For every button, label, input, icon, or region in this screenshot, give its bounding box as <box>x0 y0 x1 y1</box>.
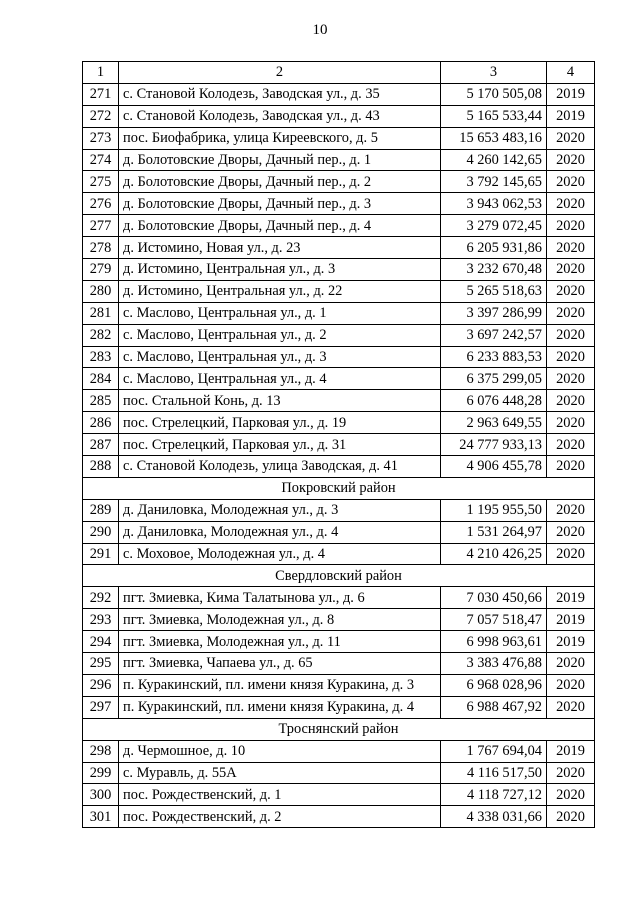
address-cell: д. Даниловка, Молодежная ул., д. 3 <box>119 499 441 521</box>
row-number: 300 <box>83 784 119 806</box>
row-number: 295 <box>83 653 119 675</box>
year-cell: 2020 <box>547 302 595 324</box>
address-cell: д. Болотовские Дворы, Дачный пер., д. 4 <box>119 215 441 237</box>
row-number: 293 <box>83 609 119 631</box>
amount-cell: 4 116 517,50 <box>441 762 547 784</box>
amount-cell: 6 375 299,05 <box>441 368 547 390</box>
amount-cell: 3 279 072,45 <box>441 215 547 237</box>
table-row <box>83 587 595 609</box>
amount-cell: 6 988 467,92 <box>441 696 547 718</box>
table-row <box>83 215 595 237</box>
row-number: 282 <box>83 324 119 346</box>
table-row <box>83 259 595 281</box>
year-cell: 2020 <box>547 696 595 718</box>
year-cell: 2019 <box>547 83 595 105</box>
table-row <box>83 280 595 302</box>
table-row <box>83 434 595 456</box>
section-title: Троснянский район <box>83 718 595 740</box>
amount-cell: 5 165 533,44 <box>441 105 547 127</box>
address-cell: д. Чермошное, д. 10 <box>119 740 441 762</box>
row-number: 286 <box>83 412 119 434</box>
row-number: 272 <box>83 105 119 127</box>
year-cell: 2020 <box>547 543 595 565</box>
year-cell: 2020 <box>547 762 595 784</box>
address-cell: с. Становой Колодезь, Заводская ул., д. 43 <box>119 105 441 127</box>
amount-cell: 15 653 483,16 <box>441 127 547 149</box>
table-row <box>83 762 595 784</box>
table-row <box>83 324 595 346</box>
year-cell: 2020 <box>547 806 595 828</box>
page-number: 10 <box>312 22 328 38</box>
address-cell: с. Маслово, Центральная ул., д. 2 <box>119 324 441 346</box>
row-number: 299 <box>83 762 119 784</box>
amount-cell: 4 906 455,78 <box>441 456 547 478</box>
row-number: 301 <box>83 806 119 828</box>
table-row <box>83 368 595 390</box>
row-number: 296 <box>83 674 119 696</box>
amount-cell: 7 030 450,66 <box>441 587 547 609</box>
table-row <box>83 543 595 565</box>
table-row <box>83 784 595 806</box>
amount-cell: 6 998 963,61 <box>441 631 547 653</box>
row-number: 277 <box>83 215 119 237</box>
amount-cell: 3 232 670,48 <box>441 259 547 281</box>
amount-cell: 3 697 242,57 <box>441 324 547 346</box>
row-number: 288 <box>83 456 119 478</box>
table-row <box>83 456 595 478</box>
row-number: 280 <box>83 280 119 302</box>
amount-cell: 5 170 505,08 <box>441 83 547 105</box>
year-cell: 2019 <box>547 587 595 609</box>
address-cell: д. Истомино, Новая ул., д. 23 <box>119 237 441 259</box>
table-row <box>83 171 595 193</box>
year-cell: 2019 <box>547 609 595 631</box>
row-number: 287 <box>83 434 119 456</box>
amount-cell: 4 210 426,25 <box>441 543 547 565</box>
address-cell: д. Истомино, Центральная ул., д. 3 <box>119 259 441 281</box>
amount-cell: 1 531 264,97 <box>441 521 547 543</box>
year-cell: 2020 <box>547 193 595 215</box>
amount-cell: 2 963 649,55 <box>441 412 547 434</box>
year-cell: 2020 <box>547 346 595 368</box>
address-cell: пос. Рождественский, д. 2 <box>119 806 441 828</box>
table-row <box>83 127 595 149</box>
address-cell: пос. Рождественский, д. 1 <box>119 784 441 806</box>
address-cell: пос. Стальной Конь, д. 13 <box>119 390 441 412</box>
table-body <box>83 83 595 827</box>
amount-cell: 4 338 031,66 <box>441 806 547 828</box>
year-cell: 2020 <box>547 499 595 521</box>
address-cell: с. Становой Колодезь, Заводская ул., д. 35 <box>119 83 441 105</box>
year-cell: 2020 <box>547 368 595 390</box>
row-number: 298 <box>83 740 119 762</box>
header-col-4: 4 <box>547 62 595 84</box>
year-cell: 2020 <box>547 456 595 478</box>
year-cell: 2020 <box>547 127 595 149</box>
header-row <box>83 62 595 84</box>
year-cell: 2019 <box>547 631 595 653</box>
table-row <box>83 499 595 521</box>
year-cell: 2020 <box>547 215 595 237</box>
amount-cell: 3 943 062,53 <box>441 193 547 215</box>
address-cell: с. Маслово, Центральная ул., д. 1 <box>119 302 441 324</box>
table-row <box>83 83 595 105</box>
address-cell: п. Куракинский, пл. имени князя Куракина, д. 3 <box>119 674 441 696</box>
data-table <box>82 61 595 828</box>
address-cell: с. Маслово, Центральная ул., д. 4 <box>119 368 441 390</box>
section-row <box>83 477 595 499</box>
amount-cell: 24 777 933,13 <box>441 434 547 456</box>
address-cell: д. Болотовские Дворы, Дачный пер., д. 3 <box>119 193 441 215</box>
address-cell: пгт. Змиевка, Молодежная ул., д. 11 <box>119 631 441 653</box>
row-number: 273 <box>83 127 119 149</box>
address-cell: п. Куракинский, пл. имени князя Куракина, д. 4 <box>119 696 441 718</box>
amount-cell: 6 076 448,28 <box>441 390 547 412</box>
address-cell: пгт. Змиевка, Чапаева ул., д. 65 <box>119 653 441 675</box>
table-row <box>83 105 595 127</box>
table-row <box>83 302 595 324</box>
row-number: 276 <box>83 193 119 215</box>
table-row <box>83 390 595 412</box>
year-cell: 2020 <box>547 653 595 675</box>
section-title: Свердловский район <box>83 565 595 587</box>
year-cell: 2020 <box>547 280 595 302</box>
amount-cell: 1 195 955,50 <box>441 499 547 521</box>
row-number: 284 <box>83 368 119 390</box>
year-cell: 2019 <box>547 105 595 127</box>
address-cell: д. Даниловка, Молодежная ул., д. 4 <box>119 521 441 543</box>
address-cell: пгт. Змиевка, Кима Талатынова ул., д. 6 <box>119 587 441 609</box>
year-cell: 2020 <box>547 390 595 412</box>
row-number: 292 <box>83 587 119 609</box>
row-number: 281 <box>83 302 119 324</box>
year-cell: 2020 <box>547 784 595 806</box>
table-row <box>83 631 595 653</box>
amount-cell: 1 767 694,04 <box>441 740 547 762</box>
address-cell: д. Болотовские Дворы, Дачный пер., д. 1 <box>119 149 441 171</box>
header-col-2: 2 <box>119 62 441 84</box>
amount-cell: 3 397 286,99 <box>441 302 547 324</box>
address-cell: пгт. Змиевка, Молодежная ул., д. 8 <box>119 609 441 631</box>
row-number: 278 <box>83 237 119 259</box>
amount-cell: 4 260 142,65 <box>441 149 547 171</box>
amount-cell: 4 118 727,12 <box>441 784 547 806</box>
table-row <box>83 521 595 543</box>
section-row <box>83 718 595 740</box>
amount-cell: 7 057 518,47 <box>441 609 547 631</box>
row-number: 294 <box>83 631 119 653</box>
table-row <box>83 609 595 631</box>
table-row <box>83 193 595 215</box>
address-cell: с. Маслово, Центральная ул., д. 3 <box>119 346 441 368</box>
section-title: Покровский район <box>83 477 595 499</box>
year-cell: 2020 <box>547 324 595 346</box>
row-number: 290 <box>83 521 119 543</box>
table-row <box>83 740 595 762</box>
header-col-3: 3 <box>441 62 547 84</box>
row-number: 275 <box>83 171 119 193</box>
table-row <box>83 149 595 171</box>
year-cell: 2020 <box>547 171 595 193</box>
year-cell: 2020 <box>547 434 595 456</box>
address-cell: д. Болотовские Дворы, Дачный пер., д. 2 <box>119 171 441 193</box>
table-row <box>83 412 595 434</box>
amount-cell: 3 792 145,65 <box>441 171 547 193</box>
amount-cell: 6 233 883,53 <box>441 346 547 368</box>
address-cell: с. Становой Колодезь, улица Заводская, д. 41 <box>119 456 441 478</box>
header-col-1: 1 <box>83 62 119 84</box>
year-cell: 2020 <box>547 237 595 259</box>
section-row <box>83 565 595 587</box>
year-cell: 2019 <box>547 740 595 762</box>
address-cell: пос. Биофабрика, улица Киреевского, д. 5 <box>119 127 441 149</box>
address-cell: д. Истомино, Центральная ул., д. 22 <box>119 280 441 302</box>
year-cell: 2020 <box>547 521 595 543</box>
amount-cell: 6 205 931,86 <box>441 237 547 259</box>
year-cell: 2020 <box>547 674 595 696</box>
row-number: 297 <box>83 696 119 718</box>
amount-cell: 6 968 028,96 <box>441 674 547 696</box>
row-number: 274 <box>83 149 119 171</box>
row-number: 279 <box>83 259 119 281</box>
table-row <box>83 346 595 368</box>
table-row <box>83 806 595 828</box>
table-row <box>83 674 595 696</box>
amount-cell: 3 383 476,88 <box>441 653 547 675</box>
amount-cell: 5 265 518,63 <box>441 280 547 302</box>
row-number: 271 <box>83 83 119 105</box>
year-cell: 2020 <box>547 412 595 434</box>
row-number: 285 <box>83 390 119 412</box>
table-row <box>83 696 595 718</box>
address-cell: с. Муравль, д. 55А <box>119 762 441 784</box>
address-cell: с. Моховое, Молодежная ул., д. 4 <box>119 543 441 565</box>
row-number: 291 <box>83 543 119 565</box>
row-number: 283 <box>83 346 119 368</box>
table-row <box>83 237 595 259</box>
address-cell: пос. Стрелецкий, Парковая ул., д. 19 <box>119 412 441 434</box>
address-cell: пос. Стрелецкий, Парковая ул., д. 31 <box>119 434 441 456</box>
year-cell: 2020 <box>547 149 595 171</box>
row-number: 289 <box>83 499 119 521</box>
table-row <box>83 653 595 675</box>
year-cell: 2020 <box>547 259 595 281</box>
